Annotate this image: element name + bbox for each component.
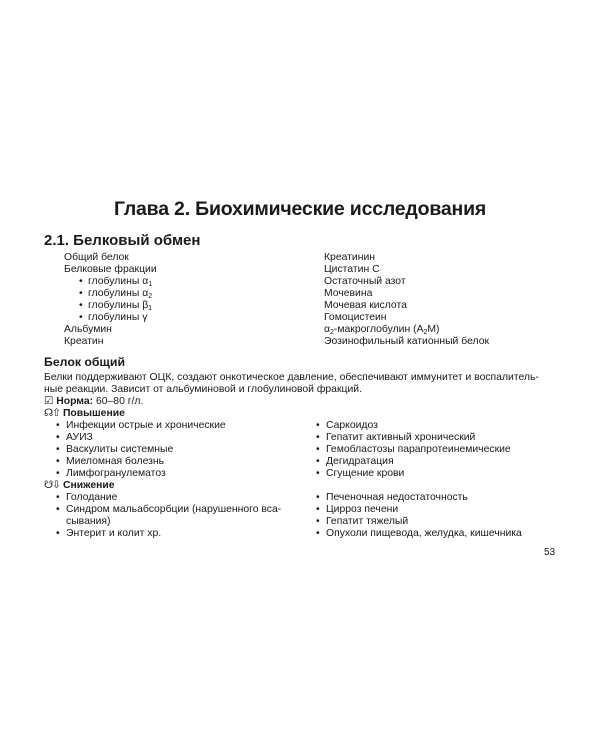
checkbox-icon: ☑: [44, 396, 54, 407]
toc-item-residual-nitrogen: Остаточный азот: [324, 276, 406, 287]
section-title: 2.1. Белковый обмен: [44, 232, 201, 249]
description-paragraph: [44, 372, 564, 396]
toc-item-globulins-a2: [64, 288, 157, 300]
list-item: • Инфекции острые и хронические: [54, 420, 304, 432]
macro-alpha-index: 2: [330, 329, 334, 336]
decrease-heading: [44, 480, 115, 492]
decrease-list-right: [314, 492, 574, 540]
list-item: • Гепатит тяжелый: [314, 516, 574, 528]
list-item: • Дегидратация: [314, 456, 574, 468]
toc-globulin-index: 1: [148, 305, 153, 312]
toc-item-uric-acid: Мочевая кислота: [324, 300, 407, 311]
toc-item-macroglobulin: [324, 324, 489, 336]
toc-left-column: [64, 252, 157, 348]
decrease-arrow-icon: ☋⇩: [44, 480, 60, 491]
toc-item-cystatin-c: Цистатин С: [324, 264, 380, 275]
norm-line: [44, 396, 143, 408]
increase-list-right: [314, 420, 574, 480]
decrease-label: Снижение: [62, 480, 115, 491]
toc-item-globulins-a1: [64, 276, 157, 288]
list-item: • Саркоидоз: [314, 420, 574, 432]
increase-heading: [44, 408, 125, 420]
toc-item-globulins-g: [64, 312, 157, 324]
toc-item-albumin: Альбумин: [64, 324, 112, 335]
list-item-line: сывания): [66, 516, 111, 527]
norm-label: Норма:: [56, 396, 94, 407]
list-item: • Печеночная недостаточность: [314, 492, 574, 504]
toc-globulin-index: 1: [148, 281, 153, 288]
list-item-line: • Синдром мальабсорбции (нарушенного вса-: [66, 504, 282, 515]
list-item: [54, 504, 304, 528]
list-item: • Лимфогранулематоз: [54, 468, 304, 480]
paragraph-line: Белки поддерживают ОЦК, создают онкотическое давление, обеспечивают иммунитет и воспалитель-: [44, 372, 539, 383]
macro-a-index: 2: [423, 329, 428, 336]
decrease-list-left: [54, 492, 304, 540]
toc-globulin-greek: γ: [142, 312, 148, 323]
toc-item-protein-fractions: Белковые фракции: [64, 264, 157, 275]
list-item: • Голодание: [54, 492, 304, 504]
toc-globulin-prefix: глобулины: [88, 276, 140, 287]
macro-mid: -макроглобулин (A: [333, 324, 424, 335]
toc-item-total-protein: Общий белок: [64, 252, 129, 263]
toc-globulin-greek: β: [142, 300, 149, 311]
macro-end: M): [427, 324, 440, 335]
list-item: • Цирроз печени: [314, 504, 574, 516]
toc-item-eosinophil-protein: Эозинофильный катионный белок: [324, 336, 490, 347]
toc-globulin-index: 2: [148, 293, 153, 300]
list-item: • Гемобластозы парапротеинемические: [314, 444, 574, 456]
toc-item-creatine: Креатин: [64, 336, 104, 347]
toc-right-column: [324, 252, 489, 348]
toc-item-urea: Мочевина: [324, 288, 373, 299]
macro-alpha: α: [324, 324, 331, 335]
increase-list-left: [54, 420, 304, 480]
toc-item-globulins-b1: [64, 300, 157, 312]
paragraph-line: ные реакции. Зависит от альбуминовой и глобулиновой фракций.: [44, 384, 362, 395]
page-number: 53: [544, 547, 556, 558]
toc-globulin-prefix: глобулины: [88, 288, 140, 299]
toc-item-creatinine: Креатинин: [324, 252, 376, 263]
toc-globulin-prefix: глобулины: [88, 300, 140, 311]
list-item: • Миеломная болезнь: [54, 456, 304, 468]
subsection-title: Белок общий: [44, 355, 126, 369]
list-item: • Гепатит активный хронический: [314, 432, 574, 444]
chapter-title: Глава 2. Биохимические исследования: [113, 198, 487, 220]
increase-label: Повышение: [62, 408, 125, 419]
list-item: • Васкулиты системные: [54, 444, 304, 456]
list-item: • Опухоли пищевода, желудка, кишечника: [314, 528, 574, 540]
toc-item-homocysteine: Гомоцистеин: [324, 312, 387, 323]
list-item: • Энтерит и колит хр.: [54, 528, 304, 540]
norm-value: 60–80 г/л.: [95, 396, 144, 407]
toc-globulin-prefix: глобулины: [88, 312, 140, 323]
list-item: • АУИЗ: [54, 432, 304, 444]
list-item: • Сгущение крови: [314, 468, 574, 480]
increase-arrow-icon: ☊⇧: [44, 408, 60, 419]
toc-globulin-greek: α: [142, 288, 149, 299]
toc-globulin-greek: α: [142, 276, 149, 287]
